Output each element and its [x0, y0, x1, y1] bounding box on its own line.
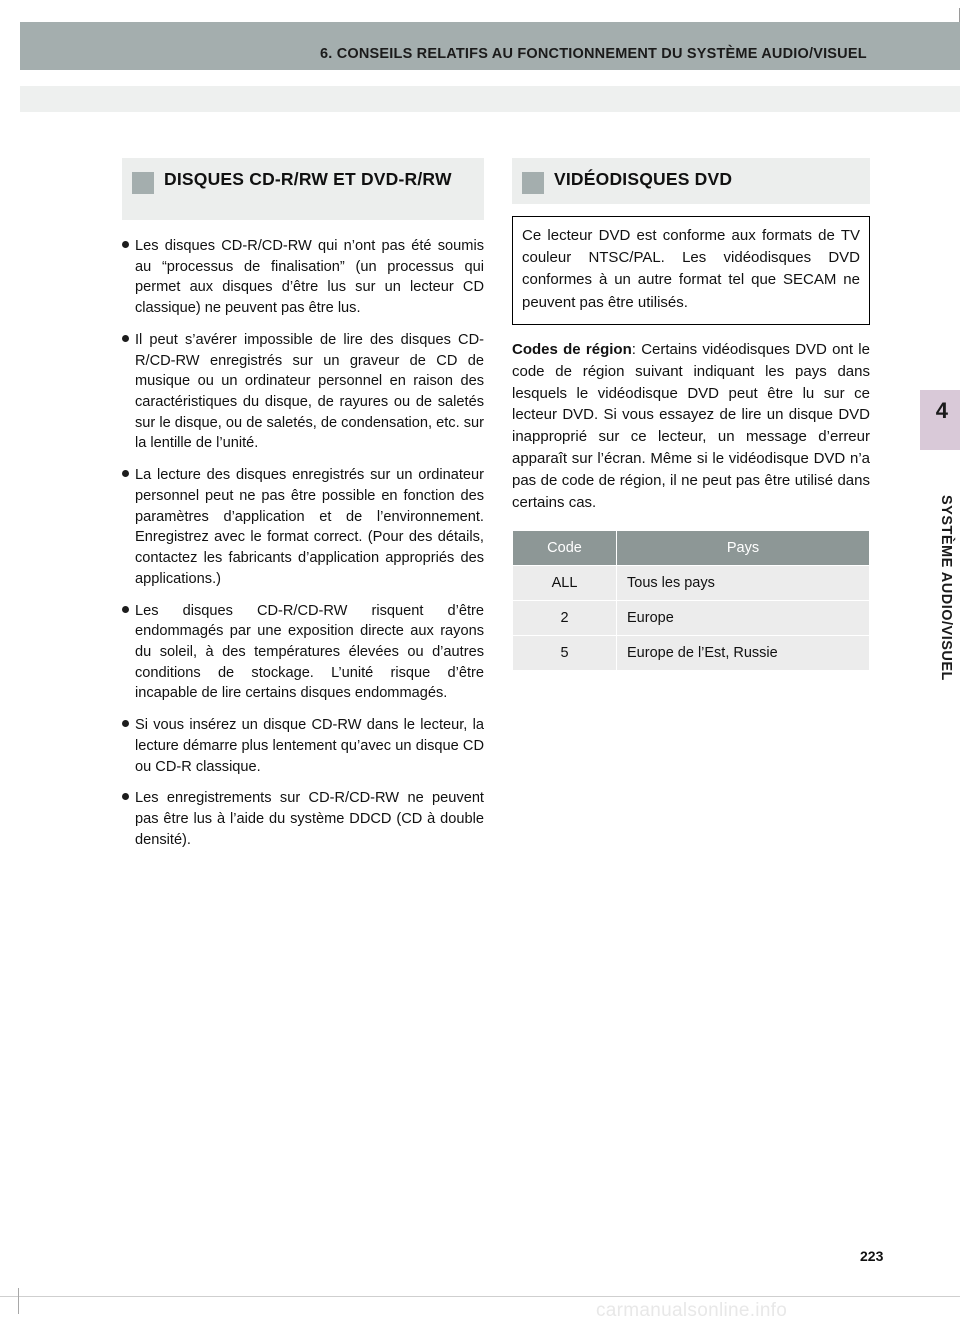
list-item-text: Si vous insérez un disque CD-RW dans le lecteur, la lecture démarre plus lentement qu’avec un disque CD ou CD-R classique.: [135, 717, 484, 775]
watermark: carmanualsonline.info: [596, 1300, 788, 1321]
table-cell-pays: Europe de l’Est, Russie: [617, 635, 870, 670]
table-cell-code: 5: [513, 635, 617, 670]
notice-box: [512, 216, 870, 325]
list-item-text: Les enregistrements sur CD-R/CD-RW ne peuvent pas être lus à l’aide du système DDCD (CD à double densité).: [135, 790, 484, 848]
page-number: 223: [860, 1248, 884, 1264]
table-row: [513, 565, 870, 600]
table-cell-code: ALL: [513, 565, 617, 600]
table-header-code: Code: [513, 530, 617, 565]
footer-divider: [0, 1296, 960, 1297]
left-column: [122, 158, 484, 861]
cdr-bullet-list: [122, 236, 484, 850]
list-item: [122, 715, 484, 777]
square-marker-icon: [522, 172, 544, 194]
list-item-text: Les disques CD-R/CD-RW qui n’ont pas été soumis au “processus de finalisation” (un processus qui permet aux disques d’être lus sur un lecteur CD classique) ne peuvent pas être lus.: [135, 238, 484, 317]
list-item: [122, 236, 484, 319]
table-header-pays: Pays: [617, 530, 870, 565]
square-marker-icon: [132, 172, 154, 194]
list-item: [122, 465, 484, 589]
list-item: [122, 788, 484, 850]
bullet-dot-icon: [122, 236, 135, 319]
list-item-text: Il peut s’avérer impossible de lire des disques CD-R/CD-RW enregistrés sur un graveur de CD de musique ou un ordinateur personnel en raison des caractéristiques du disque, de rayures ou de saletés sur le disque, ou de saletés, de condensation, etc. sur la lentille de l’unité.: [135, 331, 484, 452]
list-item-text: Les disques CD-R/CD-RW risquent d’être endommagés par une exposition directe aux rayons du soleil, à des températures élevées ou d’autres conditions de stockage. L’unité risque d’être incapable de lire certains disques endommagés.: [135, 602, 484, 702]
section-heading-cdr-label: DISQUES CD-R/RW ET DVD-R/RW: [164, 169, 452, 189]
bullet-dot-icon: [122, 601, 135, 705]
chapter-side-label: SYSTÈME AUDIO/VISUEL: [938, 495, 954, 681]
table-cell-pays: Europe: [617, 600, 870, 635]
region-codes-paragraph: [512, 339, 870, 514]
bullet-dot-icon: [122, 788, 135, 850]
bullet-dot-icon: [122, 715, 135, 777]
table-cell-pays: Tous les pays: [617, 565, 870, 600]
section-heading-dvd: [512, 158, 870, 204]
list-item-text: La lecture des disques enregistrés sur un ordinateur personnel peut ne pas être possible en fonction des paramètres d’application et de l’environnement. Enregistrez avec le format correct. (Pour des détails, contactez les fabricants d’application appropriés des applications.): [135, 467, 484, 587]
table-row: [513, 635, 870, 670]
list-item: [122, 601, 484, 705]
table-cell-code: 2: [513, 600, 617, 635]
chapter-number: 4: [935, 398, 948, 423]
footer-corner-mark: [18, 1288, 19, 1314]
section-heading-cdr: [122, 158, 484, 220]
table-header-row: [513, 530, 870, 565]
notice-text: Ce lecteur DVD est conforme aux formats de TV couleur NTSC/PAL. Les vidéodisques DVD conformes à un autre format tel que SECAM ne peuvent pas être utilisés.: [522, 227, 860, 311]
bullet-dot-icon: [122, 465, 135, 589]
chapter-title: 6. CONSEILS RELATIFS AU FONCTIONNEMENT DU SYSTÈME AUDIO/VISUEL: [320, 46, 867, 62]
list-item: [122, 330, 484, 454]
bullet-dot-icon: [122, 330, 135, 454]
section-heading-dvd-label: VIDÉODISQUES DVD: [554, 169, 733, 189]
region-codes-table: [512, 530, 870, 671]
region-codes-lead: Codes de région: [512, 340, 632, 358]
table-row: [513, 600, 870, 635]
right-column: [512, 158, 870, 671]
subheader-band: [20, 86, 960, 112]
region-codes-rest: : Certains vidéodisques DVD ont le code de région suivant indiquant les pays dans lesquels le vidéodisque DVD peut être lu sur ce lecteur DVD. Si vous essayez de lire un disque DVD inapproprié sur ce lecteur, un message d’erreur apparaît sur l’écran. Même si le vidéodisque DVD n’a pas de code de région, il ne peut pas être utilisé dans certains cas.: [512, 340, 870, 511]
